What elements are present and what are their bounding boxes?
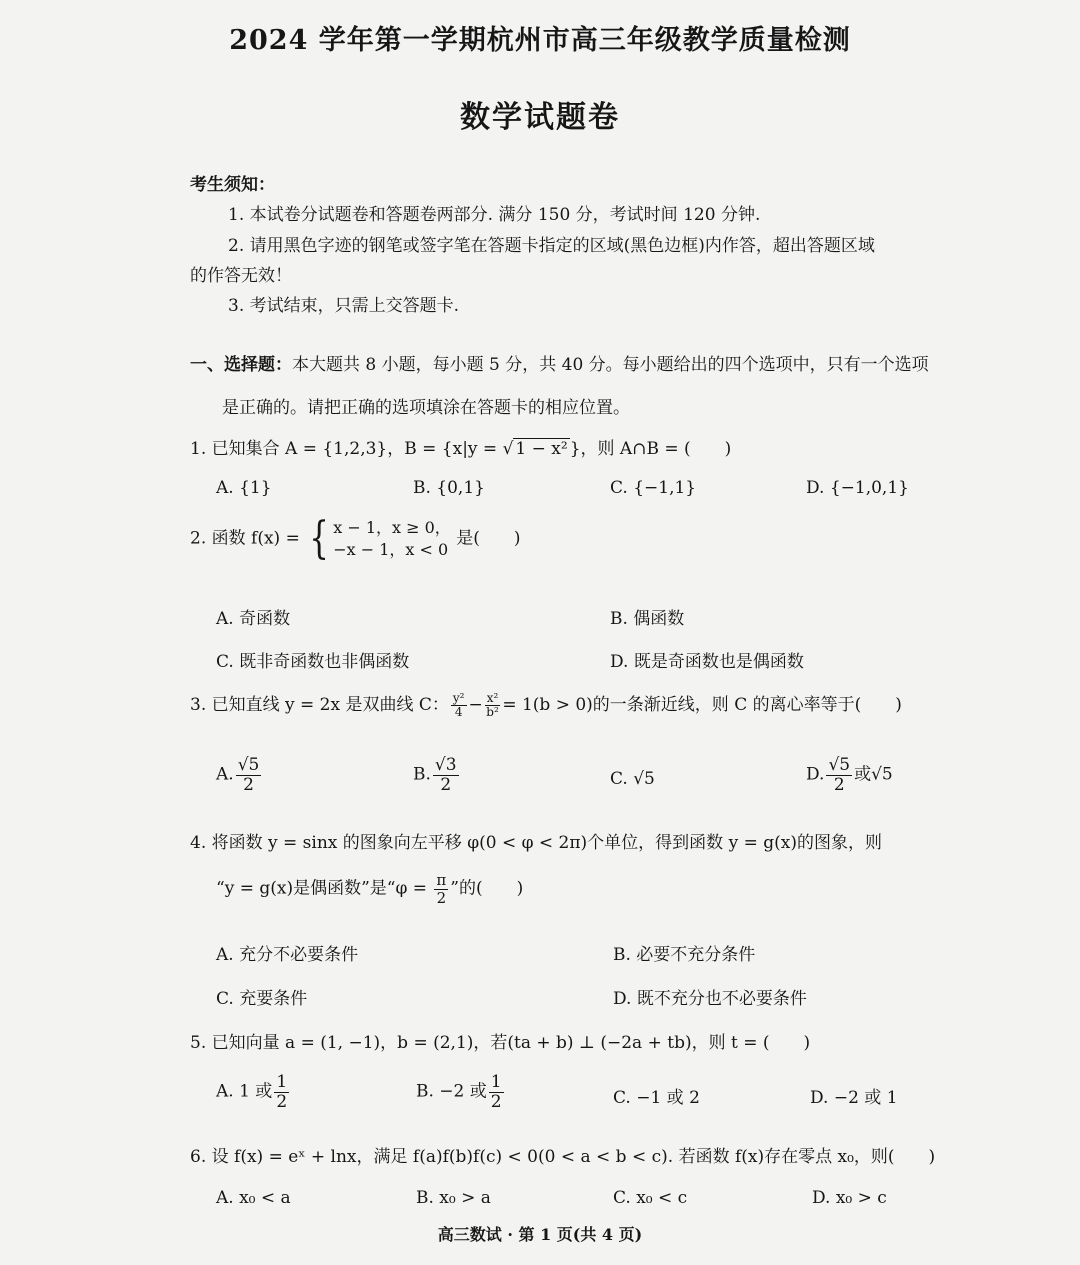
q3-stem-b: = 1(b > 0)的一条渐近线，则 C 的离心率等于( ) xyxy=(502,695,902,715)
q2-option-b: B. 偶函数 xyxy=(610,609,685,629)
q2-cases xyxy=(333,517,451,560)
section-1-heading: 一、选择题： xyxy=(190,355,292,375)
q1-stem-a: 1. 已知集合 A = {1,2,3}，B = {x|y = xyxy=(190,439,503,459)
q2-case-2: −x − 1，x < 0 xyxy=(333,540,449,559)
q1-option-d: D. {−1,0,1} xyxy=(806,478,909,498)
left-brace-icon: { xyxy=(309,513,330,564)
q3-option-d: D. $\frac{√5}{2}$ 或√5 xyxy=(806,755,893,795)
q1-stem-b: }，则 A∩B = ( ) xyxy=(569,439,732,459)
question-3-stem xyxy=(190,690,902,719)
q2-option-d: D. 既是奇函数也是偶函数 xyxy=(610,652,804,672)
q2-stem-a: 2. 函数 f(x) = xyxy=(190,528,306,549)
q4-fraction: $\frac{\pi}{2}$ xyxy=(436,871,447,907)
q3-option-a: A. $\frac{√5}{2}$ xyxy=(216,755,260,795)
question-5-stem: 5. 已知向量 a = (1, −1)，b = (2,1)，若(ta + b) ⊥ (−2a + tb)，则 t = ( ) xyxy=(190,1033,811,1053)
q5-option-a: A. 1 或 $\frac{1}{2}$ xyxy=(216,1072,288,1112)
q2-stem-b: 是( ) xyxy=(456,528,521,549)
q3-stem-a: 3. 已知直线 y = 2x 是双曲线 C： xyxy=(190,695,449,715)
question-2-stem xyxy=(190,513,521,564)
q3-option-b: B. $\frac{√3}{2}$ xyxy=(413,755,457,795)
q1-option-a: A. {1} xyxy=(216,478,272,498)
q3-fraction-2: $\frac{\text{x²}}{\text{b²}}$ xyxy=(486,690,499,719)
notice-item-1: 1. 本试卷分试题卷和答题卷两部分. 满分 150 分，考试时间 120 分钟. xyxy=(228,205,761,225)
section-1-intro xyxy=(190,350,929,375)
section-1-text-2: 是正确的。请把正确的选项填涂在答题卡的相应位置。 xyxy=(222,398,630,418)
question-4-line-2: “y = g(x)是偶函数”是“φ = $\frac{\pi}{2}$ ”的( ) xyxy=(216,871,524,907)
notice-item-2-cont: 的作答无效！ xyxy=(190,266,292,286)
q2-case-1: x − 1，x ≥ 0， xyxy=(333,518,451,538)
q1-option-c: C. {−1,1} xyxy=(610,478,697,498)
notice-item-3: 3. 考试结束，只需上交答题卡. xyxy=(228,296,460,316)
section-1-text-1: 本大题共 8 小题，每小题 5 分，共 40 分。每小题给出的四个选项中，只有一个选项 xyxy=(292,355,929,375)
exam-subtitle: 数学试题卷 xyxy=(460,100,620,135)
q6-option-b: B. x₀ > a xyxy=(416,1188,491,1208)
exam-title: 2024 学年第一学期杭州市高三年级教学质量检测 xyxy=(229,25,851,56)
q3-option-c: C. √5 xyxy=(610,769,655,789)
q2-option-c: C. 既非奇函数也非偶函数 xyxy=(216,652,410,672)
q5-option-c: C. −1 或 2 xyxy=(613,1088,700,1108)
q6-option-d: D. x₀ > c xyxy=(812,1188,887,1208)
notice-heading: 考生须知： xyxy=(190,175,275,195)
q3-fraction-1: $\frac{\text{y²}}{4}$ xyxy=(452,690,465,719)
q1-sqrt-content: 1 − x² xyxy=(515,439,568,459)
page-footer: 高三数试 · 第 1 页(共 4 页) xyxy=(437,1225,643,1244)
q4-option-b: B. 必要不充分条件 xyxy=(613,945,756,965)
q5-option-d: D. −2 或 1 xyxy=(810,1088,898,1108)
q4-option-a: A. 充分不必要条件 xyxy=(216,945,359,965)
q5-option-b: B. −2 或 $\frac{1}{2}$ xyxy=(416,1072,502,1112)
q6-option-c: C. x₀ < c xyxy=(613,1188,688,1208)
question-4-line-1: 4. 将函数 y = sinx 的图象向左平移 φ(0 < φ < 2π)个单位，得到函数 y = g(x)的图象，则 xyxy=(190,833,882,853)
q6-option-a: A. x₀ < a xyxy=(216,1188,291,1208)
sqrt-sign-icon: √ xyxy=(502,439,514,459)
question-6-stem: 6. 设 f(x) = eˣ + lnx，满足 f(a)f(b)f(c) < 0(0 < a < b < c). 若函数 f(x)存在零点 x₀，则( ) xyxy=(190,1147,936,1167)
q4-option-d: D. 既不充分也不必要条件 xyxy=(613,989,807,1009)
q4-option-c: C. 充要条件 xyxy=(216,989,308,1009)
q1-option-b: B. {0,1} xyxy=(413,478,485,498)
q3-minus: − xyxy=(468,695,483,715)
q2-option-a: A. 奇函数 xyxy=(216,609,291,629)
question-1-stem xyxy=(190,434,731,459)
notice-item-2: 2. 请用黑色字迹的钢笔或签字笔在答题卡指定的区域(黑色边框)内作答，超出答题区域 xyxy=(228,236,875,256)
